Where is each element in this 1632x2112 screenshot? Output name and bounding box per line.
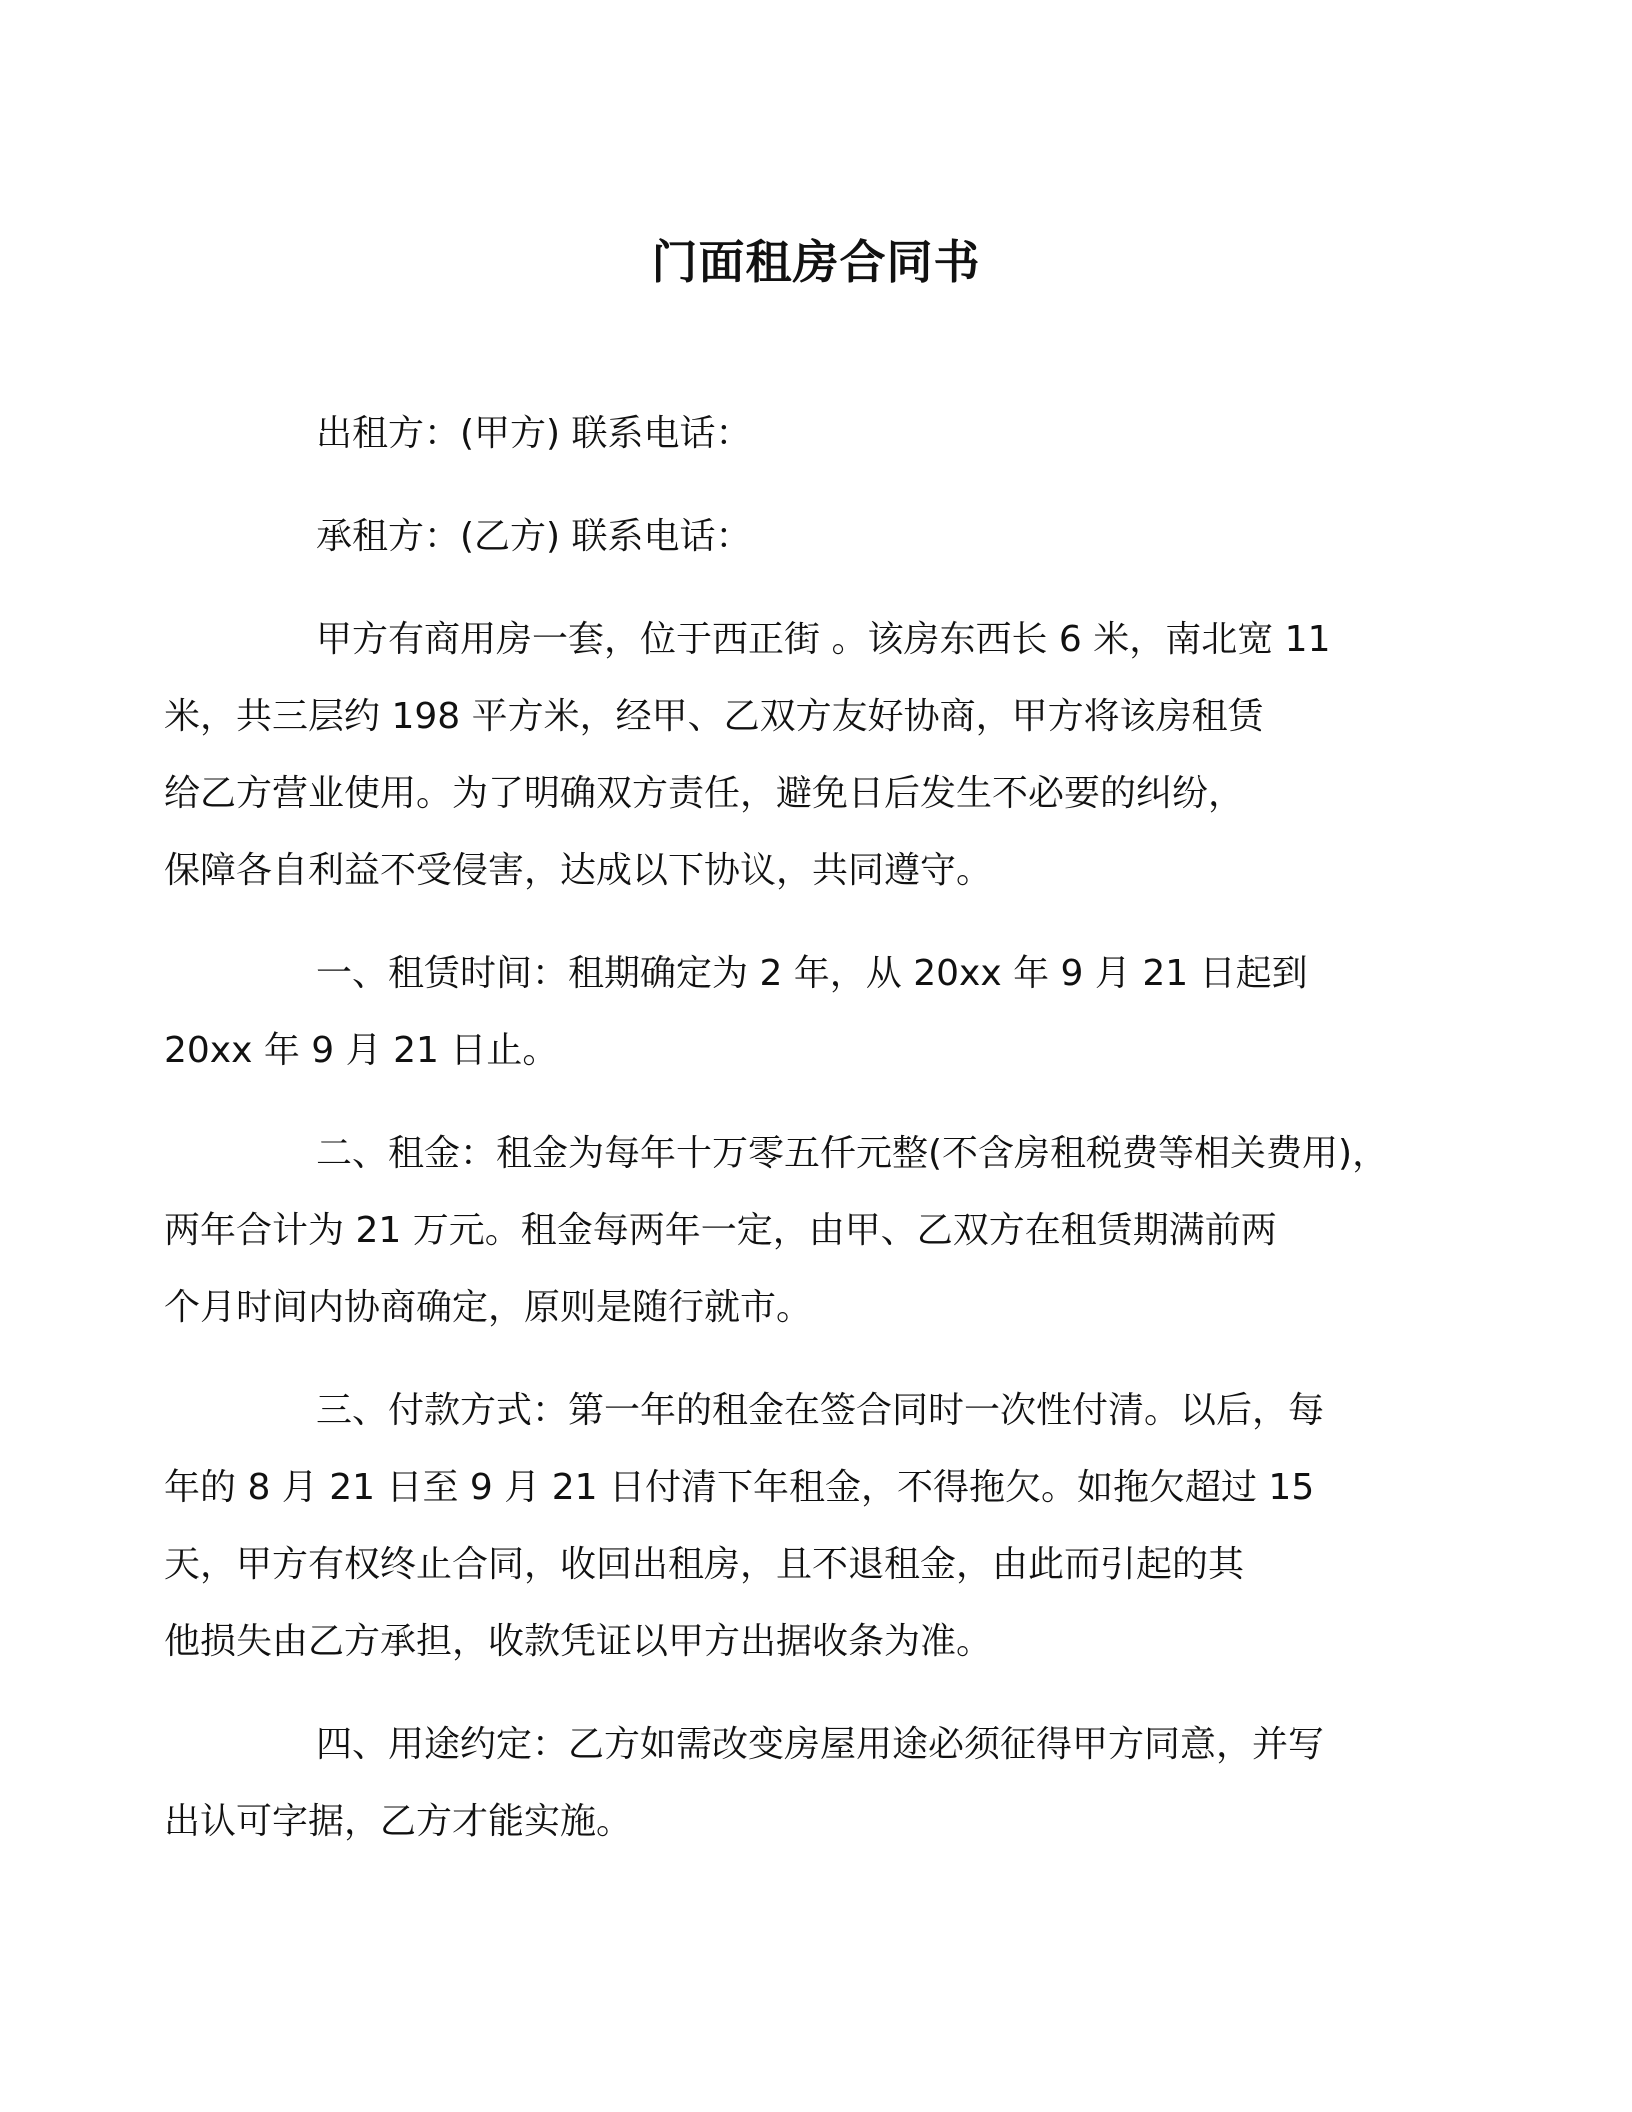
paragraph-line: 个月时间内协商确定，原则是随行就市。 [164, 1287, 813, 1328]
paragraph-line: 出租方：(甲方) 联系电话： [316, 413, 752, 454]
paragraph-line: 四、用途约定：乙方如需改变房屋用途必须征得甲方同意，并写 [316, 1724, 1325, 1765]
paragraph-line: 甲方有商用房一套，位于西正街 。该房东西长 6 米，南北宽 11 [316, 619, 1331, 660]
paragraph-line: 一、租赁时间：租期确定为 2 年，从 20xx 年 9 月 21 日起到 [316, 953, 1308, 994]
paragraph-line: 两年合计为 21 万元。租金每两年一定，由甲、乙双方在租赁期满前两 [164, 1210, 1277, 1251]
paragraph-payment [164, 1372, 1410, 1680]
paragraph-line: 保障各自利益不受侵害，达成以下协议，共同遵守。 [164, 850, 993, 891]
document-body [164, 395, 1410, 1860]
paragraph-intro [164, 601, 1410, 909]
paragraph-lessee [240, 498, 1410, 575]
paragraph-line: 20xx 年 9 月 21 日止。 [164, 1030, 559, 1071]
paragraph-line: 出认可字据，乙方才能实施。 [164, 1801, 633, 1842]
paragraph-line: 年的 8 月 21 日至 9 月 21 日付清下年租金，不得拖欠。如拖欠超过 15 [164, 1467, 1315, 1508]
paragraph-line: 给乙方营业使用。为了明确双方责任，避免日后发生不必要的纠纷， [164, 773, 1245, 814]
paragraph-lease-term [164, 935, 1410, 1089]
paragraph-usage [164, 1706, 1410, 1860]
paragraph-line: 三、付款方式：第一年的租金在签合同时一次性付清。以后，每 [316, 1390, 1325, 1431]
paragraph-line: 承租方：(乙方) 联系电话： [316, 516, 752, 557]
paragraph-rent [164, 1115, 1410, 1346]
paragraph-line: 二、租金：租金为每年十万零五仟元整(不含房租税费等相关费用)， [316, 1133, 1389, 1174]
paragraph-line: 他损失由乙方承担，收款凭证以甲方出据收条为准。 [164, 1621, 993, 1662]
paragraph-line: 天，甲方有权终止合同，收回出租房，且不退租金，由此而引起的其 [164, 1544, 1245, 1585]
paragraph-lessor [240, 395, 1410, 472]
paragraph-line: 米，共三层约 198 平方米，经甲、乙双方友好协商，甲方将该房租赁 [164, 696, 1264, 737]
document-title: 门面租房合同书 [651, 235, 981, 289]
